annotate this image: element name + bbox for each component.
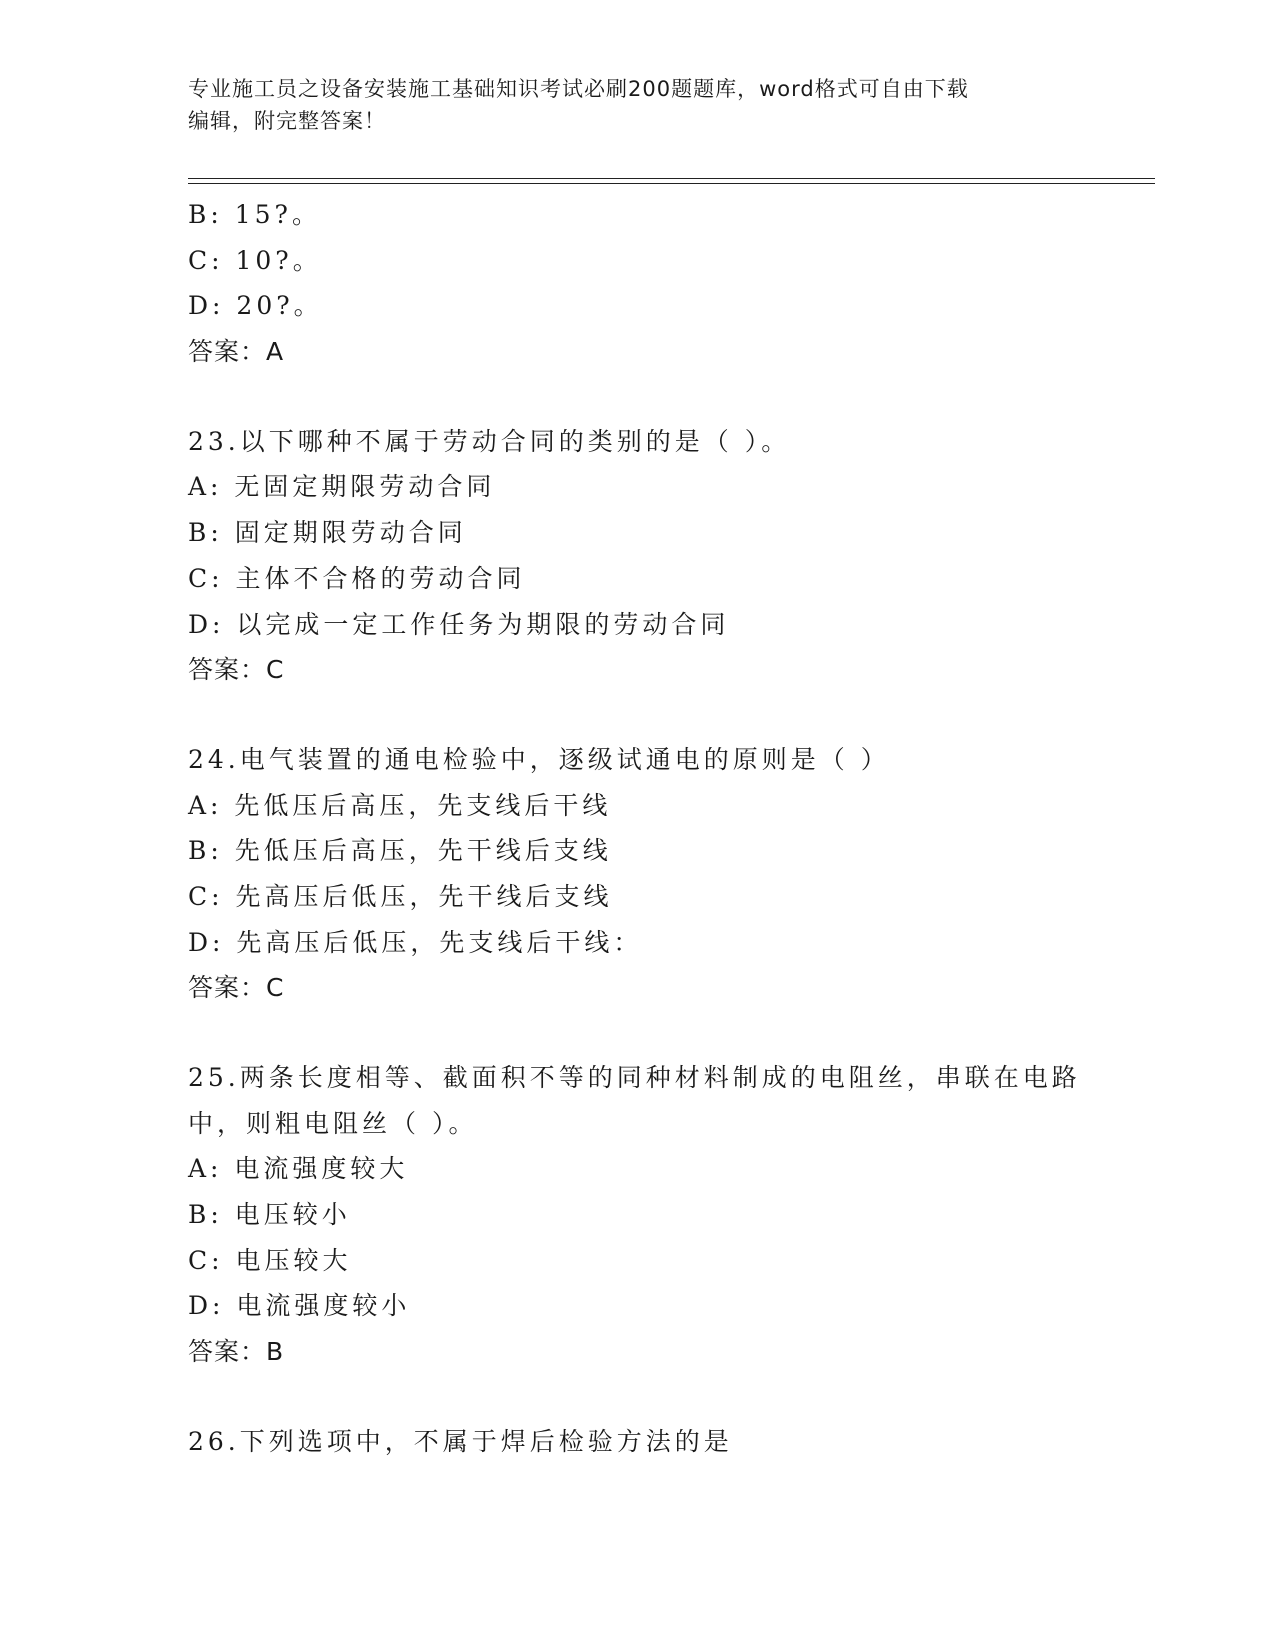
option-d: D: 20?。	[188, 291, 323, 321]
option-a: A: 电流强度较大	[188, 1154, 409, 1184]
option-c: C: 10?。	[188, 245, 322, 275]
option-b: B: 先低压后高压，先干线后支线	[188, 836, 612, 866]
spacer	[188, 693, 1088, 737]
spacer	[188, 1011, 1088, 1055]
question-stem-line-2: 中，则粗电阻丝（ ）。	[188, 1108, 478, 1138]
question-stem-line-1: 25.两条长度相等、截面积不等的同种材料制成的电阻丝，串联在电路	[188, 1063, 1081, 1092]
answer-line: 答案：A	[188, 337, 285, 367]
option-d: D: 先高压后低压，先支线后干线：	[188, 927, 643, 957]
option-b: B: 15?。	[188, 200, 321, 229]
option-a: A: 先低压后高压，先支线后干线	[188, 790, 612, 820]
option-c: C: 电压较大	[188, 1245, 352, 1275]
option-d: D: 电流强度较小	[188, 1291, 411, 1321]
answer-line: 答案：C	[188, 655, 285, 685]
question-23	[188, 419, 1088, 693]
option-d: D: 以完成一定工作任务为期限的劳动合同	[188, 609, 730, 639]
question-stem: 23.以下哪种不属于劳动合同的类别的是（ ）。	[188, 426, 791, 456]
option-a: A: 无固定期限劳动合同	[188, 472, 496, 502]
question-stem: 26.下列选项中，不属于焊后检验方法的是	[188, 1426, 733, 1456]
question-25	[188, 1055, 1088, 1375]
header-title-line-2: 编辑，附完整答案！	[188, 109, 386, 133]
header-title-line-1: 专业施工员之设备安装施工基础知识考试必刷200题题库，word格式可自由下载	[188, 77, 969, 101]
spacer	[188, 375, 1088, 419]
header-divider-bottom	[188, 183, 1155, 184]
question-26	[188, 1419, 1088, 1465]
header-divider-top	[188, 178, 1155, 179]
option-c: C: 先高压后低压，先干线后支线	[188, 881, 613, 911]
option-b: B: 电压较小	[188, 1200, 351, 1230]
document-header	[188, 73, 1068, 137]
question-24	[188, 737, 1088, 1011]
option-b: B: 固定期限劳动合同	[188, 518, 467, 548]
question-stem: 24.电气装置的通电检验中，逐级试通电的原则是（ ）	[188, 744, 890, 774]
question-22-continued	[188, 192, 1088, 375]
spacer	[188, 1375, 1088, 1419]
answer-line: 答案：C	[188, 973, 285, 1003]
document-body	[188, 192, 1088, 1465]
option-c: C: 主体不合格的劳动合同	[188, 563, 526, 593]
answer-line: 答案：B	[188, 1337, 285, 1367]
